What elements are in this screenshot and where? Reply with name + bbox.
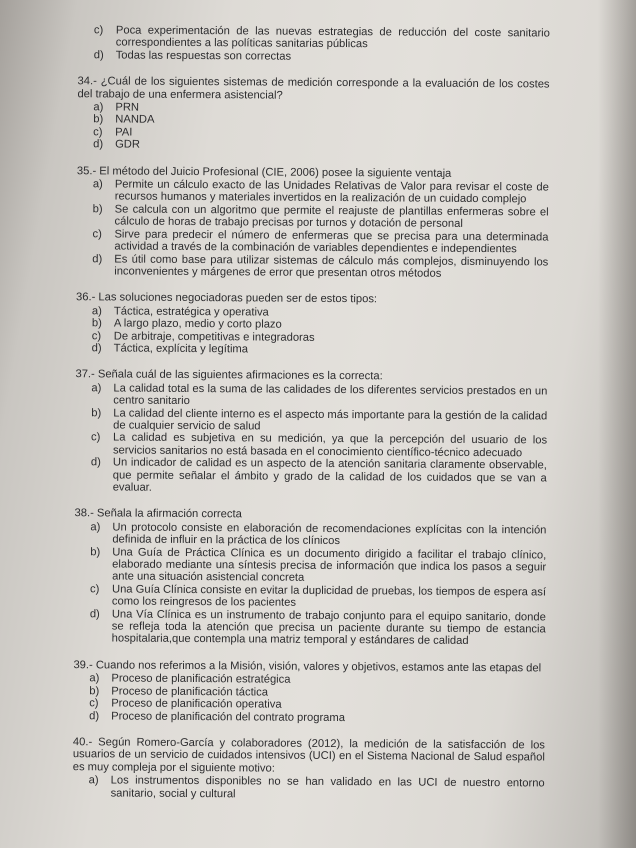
option-d: d) Táctica, explícita y legítima bbox=[91, 342, 249, 356]
exam-sheet bbox=[44, 18, 550, 816]
option-d: d) Proceso de planificación del contrato programa bbox=[89, 709, 346, 724]
option-d: d) Es útil como base para utilizar sistemas de cálculo más complejos, disminuyendo los inconvenientes y márgenes de error que presentan otros métodos bbox=[92, 252, 549, 280]
question-text: 35.- El método del Juicio Profesional (CIE, 2006) posee la siguiente ventaja bbox=[76, 164, 452, 180]
question-38 bbox=[46, 507, 547, 648]
option-c: c) Sirve para predecir el número de enfermeras que se precisa para una determinada actividad a través de la combinación de variables dependientes e independientes bbox=[92, 227, 549, 256]
option-c: c) De arbitraje, competitivas e integradoras bbox=[91, 329, 315, 344]
question-36 bbox=[48, 291, 548, 358]
option-d: d) Un indicador de calidad es un aspecto de la atención sanitaria claramente observable, que permite señalar el ámbito y grado de la calidad de los cuidados que se van a evaluar. bbox=[90, 456, 547, 494]
option-d: d) Todas las respuestas son correctas bbox=[93, 49, 292, 63]
option-b: b) Una Guía de Práctica Clínica es un documento dirigido a facilitar el trabajo clínico, elaborado mediante una síntesis precisa de información que indica los pasos a seguir ante una situación asistencial concreta bbox=[90, 545, 547, 585]
option-a: a) Permite un cálculo exacto de las Unidades Relativas de Valor para revisar el coste de recursos humanos y materiales invertidos en la realización de un cuidado complejo bbox=[92, 178, 549, 206]
option-a: a) Los instrumentos disponibles no se han validado en las UCI de nuestro entorno sanitario, social y cultural bbox=[88, 774, 545, 800]
question-40 bbox=[45, 736, 545, 803]
option-b: b) A largo plazo, medio y corto plazo bbox=[91, 317, 282, 331]
option-c: c) Proceso de planificación operativa bbox=[89, 697, 282, 711]
question-33-continuation bbox=[50, 24, 550, 65]
question-text: 37.- Señala cuál de las siguientes afirmaciones es la correcta: bbox=[75, 368, 383, 383]
option-a: a) Proceso de planificación estratégica bbox=[89, 672, 291, 686]
question-text: 38.- Señala la afirmación correcta bbox=[74, 507, 242, 521]
option-b: b) La calidad del cliente interno es el aspecto más importante para la gestión de la calidad de cualquier servicio de salud bbox=[91, 406, 548, 433]
question-37 bbox=[47, 368, 548, 497]
option-a: a) Un protocolo consiste en elaboración de recomendaciones explícitas con la intención definida de influir en la práctica de los clínicos bbox=[90, 521, 547, 548]
option-c: c) Poca experimentación de las nuevas estrategias de reducción del coste sanitario correspondientes a las políticas sanitarias públicas bbox=[93, 24, 550, 51]
option-a: a) Táctica, estratégica y operativa bbox=[91, 305, 269, 319]
option-d: d) Una Vía Clínica es un instrumento de trabajo conjunto para el equipo sanitario, donde se refleja toda la atención que precisa un paciente durante su tiempo de estancia hospitalaria,que contempla una matriz temporal y estándares de calidad bbox=[89, 607, 546, 648]
option-d: d) GDR bbox=[93, 138, 141, 151]
option-b: b) Se calcula con un algoritmo que permite el reajuste de plantillas enfermeras sobre el cálculo de horas de trabajo precisas por turnos y dotación de personal bbox=[92, 203, 549, 231]
option-a: a) PRN bbox=[93, 101, 140, 114]
question-text: 36.- Las soluciones negociadoras pueden ser de estos tipos: bbox=[76, 291, 378, 306]
question-35 bbox=[48, 165, 549, 281]
option-c: c) La calidad es subjetiva en su medición, ya que la percepción del usuario de los servicios sanitarios no está basada en el conocimiento científico-técnico adecuado bbox=[91, 431, 548, 460]
question-34 bbox=[49, 75, 550, 154]
question-text: 39.- Cuando nos referimos a la Misión, visión, valores y objetivos, estamos ante las etapas del bbox=[73, 659, 542, 675]
question-39 bbox=[45, 659, 545, 726]
option-c: c) PAI bbox=[93, 126, 133, 139]
question-text: 40.- Según Romero-García y colaboradores (2012), la medición de la satisfacción de los usuarios de un servicio de cuidados intensivos (UCI) en el Sistema Nacional de Salud español es muy compleja por el siguiente motivo: bbox=[72, 736, 545, 775]
option-b: b) Proceso de planificación táctica bbox=[89, 684, 269, 699]
option-a: a) La calidad total es la suma de las calidades de los diferentes servicios prestados en un centro sanitario bbox=[91, 382, 548, 408]
page-shadow bbox=[598, 0, 636, 848]
question-text: 34.- ¿Cuál de los siguientes sistemas de medición corresponde a la evaluación de los costes del trabajo de una enfermera asistencial? bbox=[77, 75, 550, 102]
option-b: b) NANDA bbox=[93, 113, 155, 127]
option-c: c) Una Guía Clínica consiste en evitar la duplicidad de pruebas, los tiempos de espera así como los reingresos de los pacientes bbox=[89, 583, 547, 609]
